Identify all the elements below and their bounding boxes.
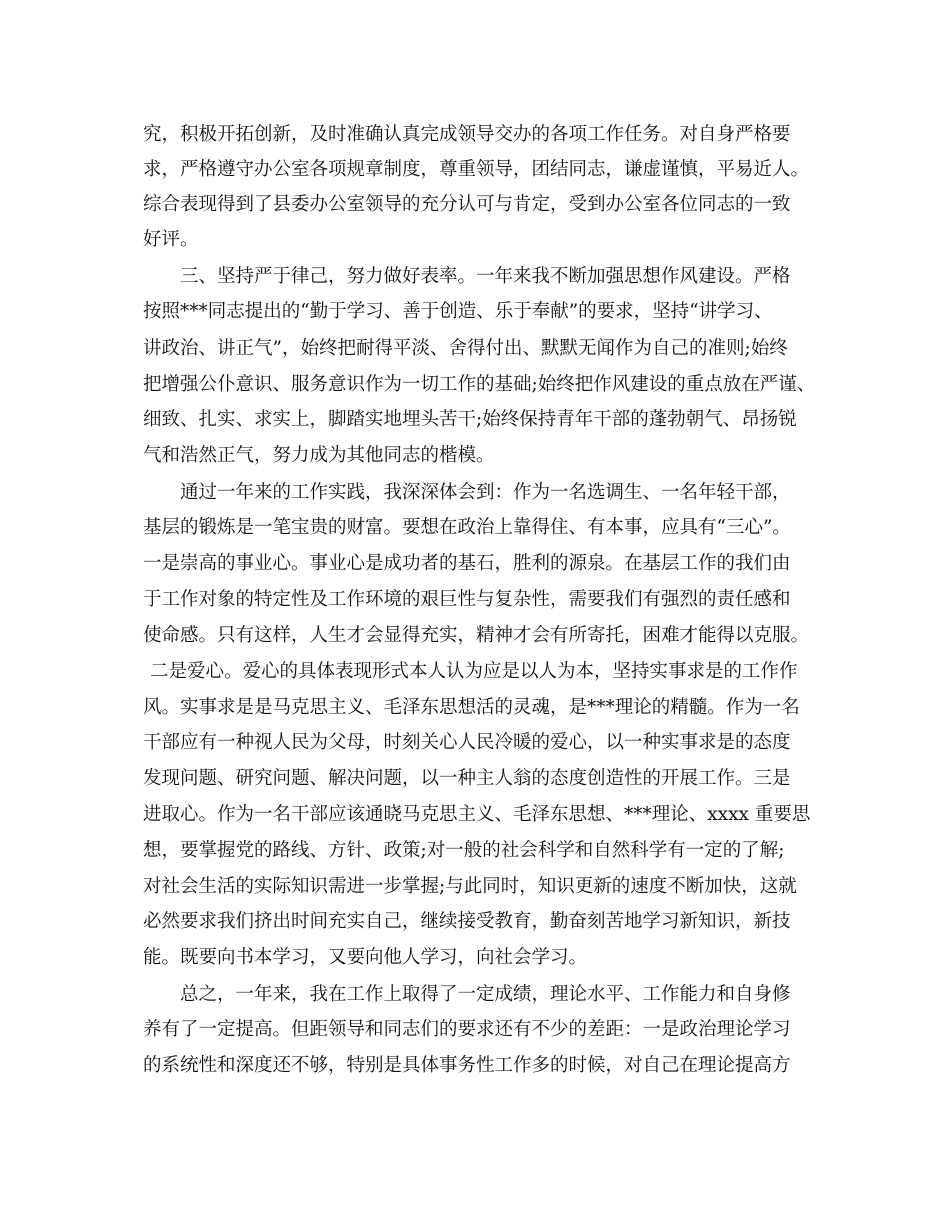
text-line: 气和浩然正气，努力成为其他同志的楷模。 <box>143 445 495 466</box>
text-line: 养有了一定提高。但距领导和同志们的要求还有不少的差距：一是政治理论学习 <box>143 1019 791 1040</box>
text-line: 对社会生活的实际知识需进一步掌握;与此同时，知识更新的速度不断加快，这就 <box>143 876 797 897</box>
text-line: 细致、扎实、求实上，脚踏实地埋头苦干;始终保持青年干部的蓬勃朝气、昂扬锐 <box>143 409 797 430</box>
text-line: 使命感。只有这样，人生才会显得充实，精神才会有所寄托，困难才能得以克服。 <box>143 625 810 646</box>
text-line: 干部应有一种视人民为父母，时刻关心人民冷暖的爱心，以一种实事求是的态度 <box>143 732 791 753</box>
text-line: 想，要掌握党的路线、方针、政策;对一般的社会科学和自然科学有一定的了解; <box>143 840 785 861</box>
text-line: 基层的锻炼是一笔宝贵的财富。要想在政治上靠得住、有本事，应具有“三心”。 <box>143 517 791 538</box>
text-line: 一是崇高的事业心。事业心是成功者的基石，胜利的源泉。在基层工作的我们由 <box>143 553 791 574</box>
text-line: 发现问题、研究问题、解决问题，以一种主人翁的态度创造性的开展工作。三是 <box>143 768 791 789</box>
text-line: 二是爱心。爱心的具体表现形式本人认为应是以人为本，坚持实事求是的工作作 <box>150 661 798 682</box>
text-line: 通过一年来的工作实践，我深深体会到：作为一名选调生、一名年轻干部， <box>180 482 791 503</box>
text-line: 三、坚持严于律己，努力做好表率。一年来我不断加强思想作风建设。严格 <box>180 266 791 287</box>
text-line: 能。既要向书本学习，又要向他人学习，向社会学习。 <box>143 947 588 968</box>
text-line: 进取心。作为一名干部应该通晓马克思主义、毛泽东思想、***理论、xxxx 重要思 <box>143 804 811 825</box>
text-line: 好评。 <box>143 229 199 250</box>
text-line: 风。实事求是是马克思主义、毛泽东思想活的灵魂，是***理论的精髓。作为一名 <box>143 697 800 718</box>
text-line: 按照***同志提出的“勤于学习、善于创造、乐于奉献”的要求，坚持“讲学习、 <box>143 301 773 322</box>
text-line: 于工作对象的特定性及工作环境的艰巨性与复杂性，需要我们有强烈的责任感和 <box>143 589 791 610</box>
text-line: 综合表现得到了县委办公室领导的充分认可与肯定，受到办公室各位同志的一致 <box>143 194 791 215</box>
text-line: 把增强公仆意识、服务意识作为一切工作的基础;始终把作风建设的重点放在严谨、 <box>143 374 816 395</box>
text-line: 究，积极开拓创新，及时准确认真完成领导交办的各项工作任务。对自身严格要 <box>143 124 791 145</box>
text-line: 的系统性和深度还不够，特别是具体事务性工作多的时候，对自己在理论提高方 <box>143 1055 791 1076</box>
text-line: 必然要求我们挤出时间充实自己，继续接受教育，勤奋刻苦地学习新知识，新技 <box>143 911 791 932</box>
text-line: 总之，一年来，我在工作上取得了一定成绩，理论水平、工作能力和自身修 <box>180 984 791 1005</box>
text-line: 讲政治、讲正气”，始终把耐得平淡、舍得付出、默默无闻作为自己的准则;始终 <box>143 338 788 359</box>
text-line: 求，严格遵守办公室各项规章制度，尊重领导，团结同志，谦虚谨慎，平易近人。 <box>143 159 810 180</box>
